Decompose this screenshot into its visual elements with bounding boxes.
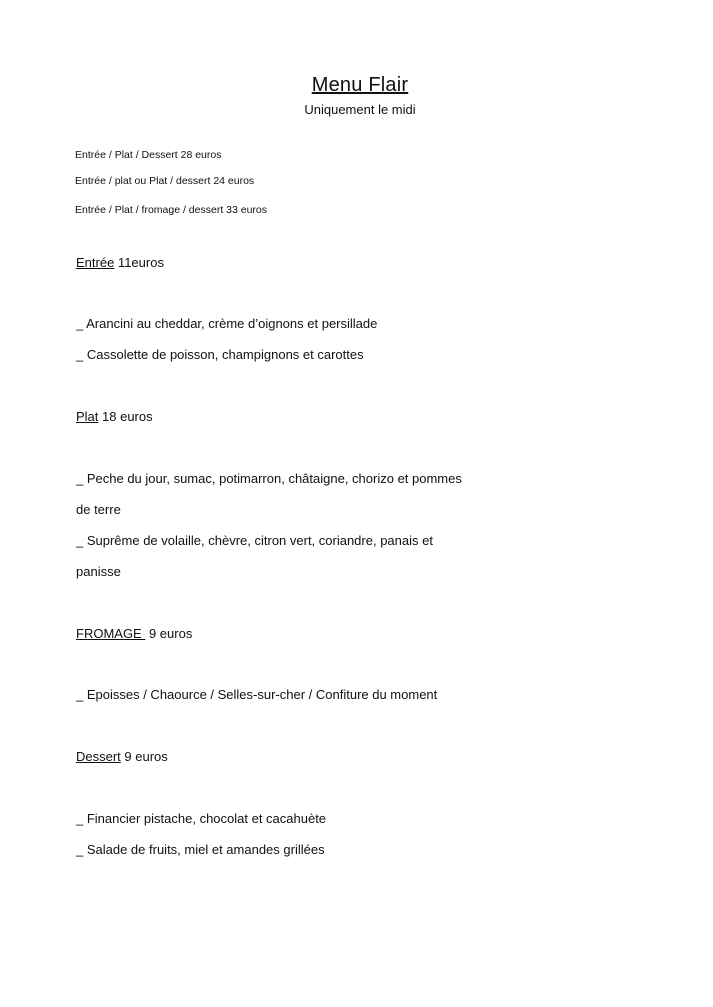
formula-line: Entrée / plat ou Plat / dessert 24 euros	[75, 175, 255, 187]
menu-subtitle: Uniquement le midi	[304, 102, 416, 117]
section-name: Plat	[76, 409, 99, 424]
menu-item: panisse	[76, 564, 121, 579]
menu-item: de terre	[76, 502, 121, 517]
menu-item: _ Peche du jour, sumac, potimarron, châtaigne, chorizo et pommes	[76, 471, 462, 486]
section-price: 9 euros	[145, 626, 193, 641]
menu-item: _ Arancini au cheddar, crème d’oignons et persillade	[76, 316, 378, 331]
section-price: 9 euros	[120, 749, 168, 764]
menu-item: _ Financier pistache, chocolat et cacahuète	[76, 811, 327, 826]
menu-title: Menu Flair	[311, 74, 409, 96]
formula-line: Entrée / Plat / fromage / dessert 33 euros	[75, 204, 268, 216]
formula-line: Entrée / Plat / Dessert 28 euros	[75, 149, 222, 161]
section-name: FROMAGE	[76, 626, 146, 641]
section-heading-plat	[76, 409, 153, 424]
section-heading-fromage	[76, 626, 192, 641]
section-heading-entree	[76, 255, 164, 270]
section-price: 18 euros	[98, 409, 153, 424]
menu-item: _ Suprême de volaille, chèvre, citron vert, coriandre, panais et	[76, 533, 433, 548]
menu-item: _ Salade de fruits, miel et amandes grillées	[76, 842, 325, 857]
section-name: Dessert	[76, 749, 121, 764]
section-heading-dessert	[76, 749, 168, 764]
section-name: Entrée	[76, 255, 115, 270]
menu-item: _ Epoisses / Chaource / Selles-sur-cher / Confiture du moment	[76, 687, 438, 702]
section-price: 11euros	[114, 255, 164, 270]
menu-item: _ Cassolette de poisson, champignons et carottes	[76, 347, 364, 362]
